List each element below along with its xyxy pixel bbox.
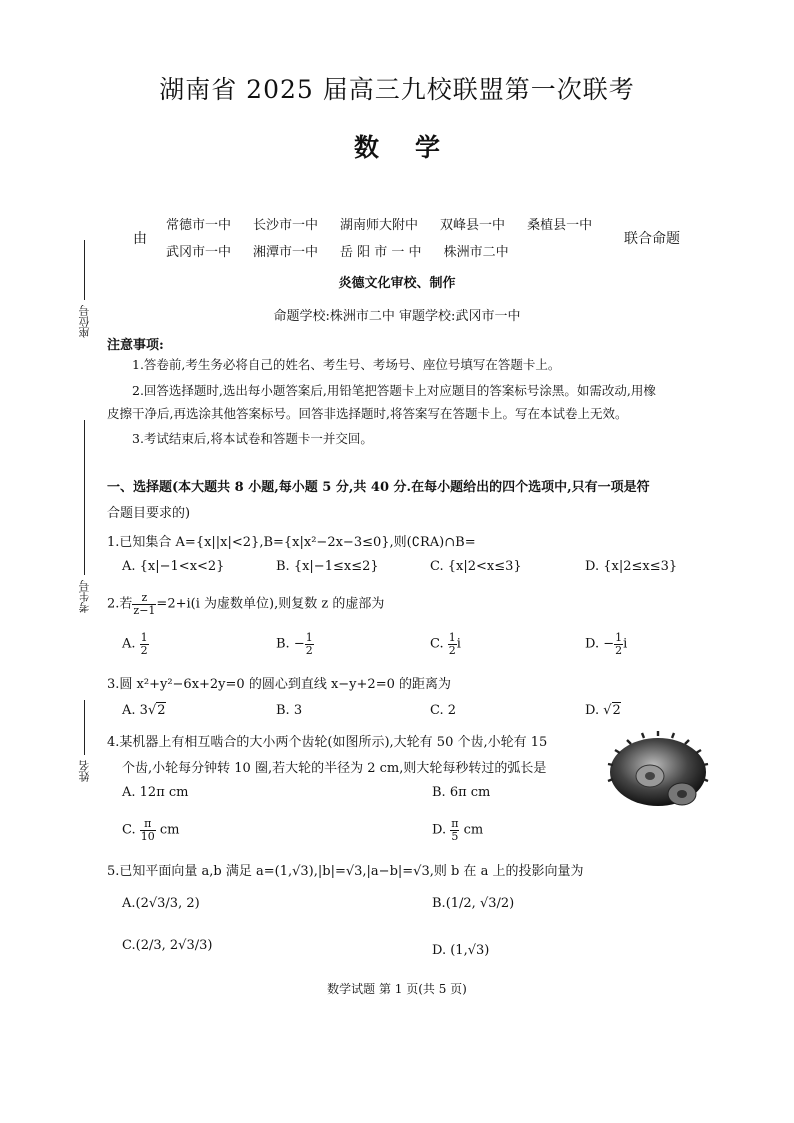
- name-line: [84, 700, 85, 755]
- q2-option-a: A. $\frac{1}{2}$: [122, 631, 148, 657]
- q5-option-c: C.(2/3, 2√3/3): [122, 938, 213, 953]
- question-4-line-1: 4.某机器上有相互啮合的大小两个齿轮(如图所示),大轮有 50 个齿,小轮有 15: [107, 735, 548, 750]
- q2-option-b: B. − $\frac{1}{2}$: [276, 631, 313, 657]
- exam-no-line: [84, 420, 85, 575]
- school-list: [166, 212, 614, 266]
- seat-line: [84, 240, 85, 300]
- setters-line: 命题学校:株洲市二中 审题学校:武冈市一中: [273, 309, 521, 324]
- school: 常德市一中: [166, 218, 232, 233]
- q1-option-c: C. {x|2<x≤3}: [430, 559, 522, 574]
- q2-option-c: C. $\frac{1}{2}$ i: [430, 631, 461, 657]
- question-4-line-2: 个齿,小轮每分钟转 10 圈,若大轮的半径为 2 cm,则大轮每秒转过的弧长是: [122, 761, 547, 776]
- name-label: 姓名: [78, 760, 91, 782]
- joint-label: 联合命题: [624, 231, 680, 247]
- note-item: 皮擦干净后,再选涂其他答案标号。回答非选择题时,将答案写在答题卡上。写在本试卷上无效。: [107, 406, 628, 421]
- q4-option-a: A. 12π cm: [122, 785, 189, 800]
- section-heading: 一、选择题(本大题共 8 小题,每小题 5 分,共 40 分.在每小题给出的四个选项中,只有一项是符: [107, 480, 650, 495]
- section-heading-2: 合题目要求的): [107, 506, 191, 521]
- q1-option-a: A. {x|−1<x<2}: [122, 559, 225, 574]
- q5-option-b: B.(1/2, √3/2): [432, 896, 515, 911]
- q3-option-c: C. 2: [430, 703, 457, 718]
- q2-option-d: D. − $\frac{1}{2}$ i: [585, 631, 628, 657]
- q5-option-d: D. (1,√3): [432, 943, 490, 958]
- q2-fraction: $\frac{z}{z-1}$: [133, 591, 156, 617]
- page-footer: 数学试题 第 1 页(共 5 页): [327, 982, 467, 996]
- subject-title: 数学: [353, 133, 476, 162]
- q4-option-d: D. $\frac{\pi}{5}$ cm: [432, 817, 484, 843]
- school: 岳 阳 市 一 中: [340, 245, 422, 260]
- question-5-stem: 5.已知平面向量 a,b 满足 a=(1,√3),|b|=√3,|a−b|=√3,则 b 在 a 上的投影向量为: [107, 864, 584, 879]
- q3-option-d: D. √2: [585, 703, 621, 718]
- school: 株洲市二中: [443, 245, 509, 260]
- notes-heading: 注意事项:: [107, 338, 164, 353]
- q5-option-a: A.(2√3/3, 2): [122, 896, 200, 911]
- question-2-stem: 2.若 $\frac{z}{z-1}$ =2+i(i 为虚数单位),则复数 z 的虚部为: [107, 591, 385, 617]
- q1-option-b: B. {x|−1≤x≤2}: [276, 559, 379, 574]
- school: 湖南师大附中: [340, 218, 419, 233]
- q4-option-b: B. 6π cm: [432, 785, 491, 800]
- seat-label: 座位号: [78, 305, 91, 338]
- school: 桑植县一中: [527, 218, 593, 233]
- q3-option-a: A. 3√2: [122, 703, 166, 718]
- note-item: 1.答卷前,考生务必将自己的姓名、考生号、考场号、座位号填写在答题卡上。: [132, 357, 561, 372]
- school-row-1: [166, 212, 614, 239]
- exam-title: 湖南省 2025 届高三九校联盟第一次联考: [159, 75, 635, 104]
- school: 双峰县一中: [440, 218, 506, 233]
- maker-line: 炎德文化审校、制作: [338, 276, 456, 291]
- school-row-2: [166, 239, 614, 266]
- school: 武冈市一中: [166, 245, 232, 260]
- note-item: 2.回答选择题时,选出每小题答案后,用铅笔把答题卡上对应题目的答案标号涂黑。如需改动,用橡: [132, 383, 656, 398]
- question-1-stem: 1.已知集合 A={x||x|<2},B={x|x²−2x−3≤0},则(∁RA)∩B=: [107, 535, 476, 550]
- exam-no-label: 考生号: [78, 580, 91, 613]
- question-3-stem: 3.圆 x²+y²−6x+2y=0 的圆心到直线 x−y+2=0 的距离为: [107, 677, 451, 692]
- q1-option-d: D. {x|2≤x≤3}: [585, 559, 678, 574]
- q3-option-b: B. 3: [276, 703, 303, 718]
- school: 湘潭市一中: [253, 245, 319, 260]
- gear-figure: [606, 728, 710, 810]
- school: 长沙市一中: [253, 218, 319, 233]
- you-label: 由: [133, 231, 147, 247]
- q4-option-c: C. $\frac{\pi}{10}$ cm: [122, 817, 180, 843]
- note-item: 3.考试结束后,将本试卷和答题卡一并交回。: [132, 431, 373, 446]
